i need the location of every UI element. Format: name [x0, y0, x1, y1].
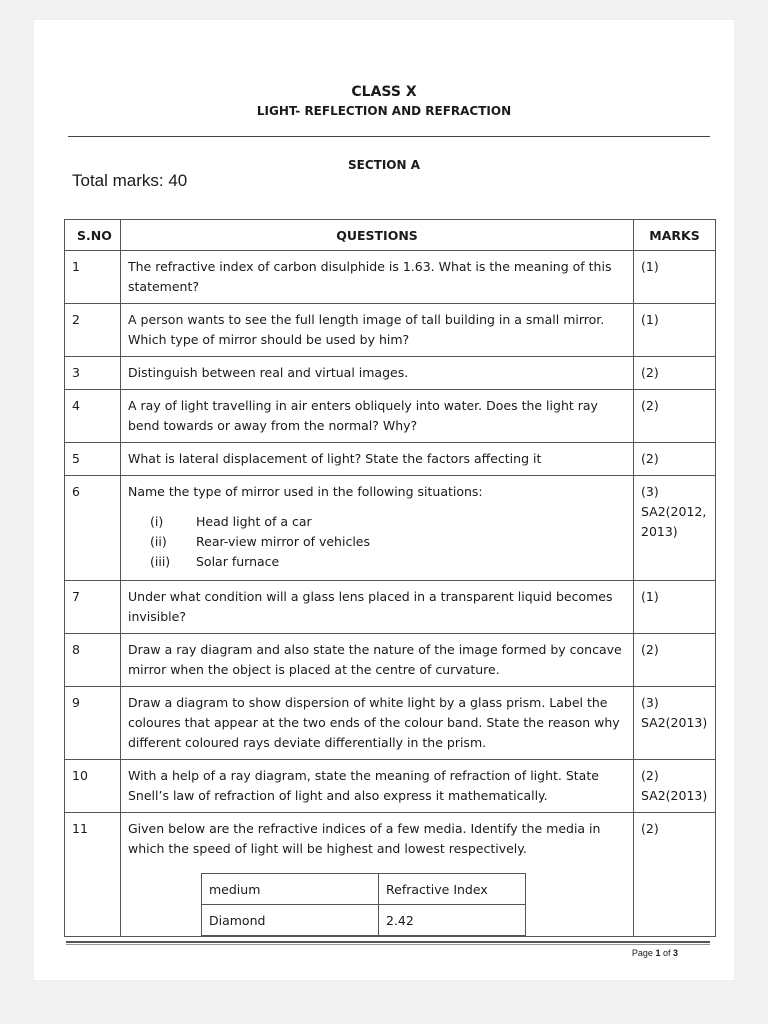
marks-value: (2) [634, 813, 716, 937]
page-number [632, 948, 678, 958]
footer-divider [66, 941, 710, 943]
row-number: 2 [65, 304, 121, 357]
list-item [150, 532, 626, 552]
question-text: Name the type of mirror used in the following situations: [128, 484, 483, 499]
header-marks: MARKS [634, 220, 716, 251]
table-row [65, 390, 716, 443]
marks-value: (2) [634, 357, 716, 390]
sub-item-text: Head light of a car [196, 514, 312, 529]
row-number: 1 [65, 251, 121, 304]
topic-title: LIGHT- REFLECTION AND REFRACTION [256, 104, 512, 118]
marks-value: (3) SA2(2013) [634, 687, 716, 760]
table-header-row [65, 220, 716, 251]
marks-value: (1) [634, 304, 716, 357]
list-item [150, 552, 626, 572]
table-row [65, 687, 716, 760]
row-number: 3 [65, 357, 121, 390]
page-of: of [660, 948, 673, 958]
table-row [65, 760, 716, 813]
marks-value: (1) [634, 581, 716, 634]
header-divider [68, 136, 710, 137]
marks-value: (2) [634, 634, 716, 687]
question-text: A ray of light travelling in air enters obliquely into water. Does the light ray bend towards or away from the normal? Why? [121, 390, 634, 443]
row-number: 5 [65, 443, 121, 476]
row-number: 4 [65, 390, 121, 443]
refractive-index-table [201, 873, 526, 936]
sub-item-number: (ii) [150, 534, 167, 549]
question-text: The refractive index of carbon disulphide is 1.63. What is the meaning of this statement? [121, 251, 634, 304]
table-row [65, 251, 716, 304]
question-text: What is lateral displacement of light? State the factors affecting it [121, 443, 634, 476]
inner-header-row [202, 874, 526, 905]
table-row [65, 813, 716, 937]
row-number: 10 [65, 760, 121, 813]
question-text: Under what condition will a glass lens placed in a transparent liquid becomes invisible? [121, 581, 634, 634]
marks-value: (1) [634, 251, 716, 304]
footer-divider-thin [66, 944, 710, 945]
table-row [65, 634, 716, 687]
sub-item-text: Solar furnace [196, 554, 280, 569]
sub-question-list [128, 512, 626, 572]
inner-medium: Diamond [202, 905, 379, 936]
sub-item-number: (i) [150, 514, 164, 529]
table-row [65, 304, 716, 357]
page-current: 1 [655, 948, 661, 958]
class-title: CLASS X [351, 84, 417, 100]
header-questions: QUESTIONS [121, 220, 634, 251]
table-row [65, 357, 716, 390]
question-text: Given below are the refractive indices of a few media. Identify the media in which the speed of light will be highest and lowest respectively. [128, 821, 601, 856]
question-cell [121, 476, 634, 581]
question-cell [121, 813, 634, 937]
sub-item-text: Rear-view mirror of vehicles [196, 534, 370, 549]
row-number: 8 [65, 634, 121, 687]
sub-item-number: (iii) [150, 554, 171, 569]
table-row [65, 476, 716, 581]
page-prefix: Page [631, 948, 656, 958]
row-number: 7 [65, 581, 121, 634]
question-text: Draw a diagram to show dispersion of white light by a glass prism. Label the coloures that appear at the two ends of the colour band. State the reason why different coloured rays deviate differentially in the prism. [121, 687, 634, 760]
list-item [150, 512, 626, 532]
question-text: Distinguish between real and virtual images. [121, 357, 634, 390]
inner-index: 2.42 [379, 905, 526, 936]
question-text: A person wants to see the full length image of tall building in a small mirror. Which type of mirror should be used by him? [121, 304, 634, 357]
question-text: Draw a ray diagram and also state the nature of the image formed by concave mirror when the object is placed at the centre of curvature. [121, 634, 634, 687]
inner-header-index: Refractive Index [379, 874, 526, 905]
row-number: 6 [65, 476, 121, 581]
section-title: SECTION A [347, 158, 420, 172]
marks-value: (2) [634, 390, 716, 443]
question-text: With a help of a ray diagram, state the meaning of refraction of light. State Snell’s law of refraction of light and also express it mathematically. [121, 760, 634, 813]
marks-value: (2) SA2(2013) [634, 760, 716, 813]
table-row [202, 905, 526, 936]
header-sno: S.NO [65, 220, 121, 251]
row-number: 11 [65, 813, 121, 937]
inner-header-medium: medium [202, 874, 379, 905]
page-total: 3 [672, 948, 678, 958]
marks-value: (3) SA2(2012, 2013) [634, 476, 716, 581]
marks-value: (2) [634, 443, 716, 476]
questions-table [64, 219, 716, 937]
total-marks: Total marks: 40 [72, 171, 188, 190]
table-row [65, 443, 716, 476]
row-number: 9 [65, 687, 121, 760]
table-row [65, 581, 716, 634]
